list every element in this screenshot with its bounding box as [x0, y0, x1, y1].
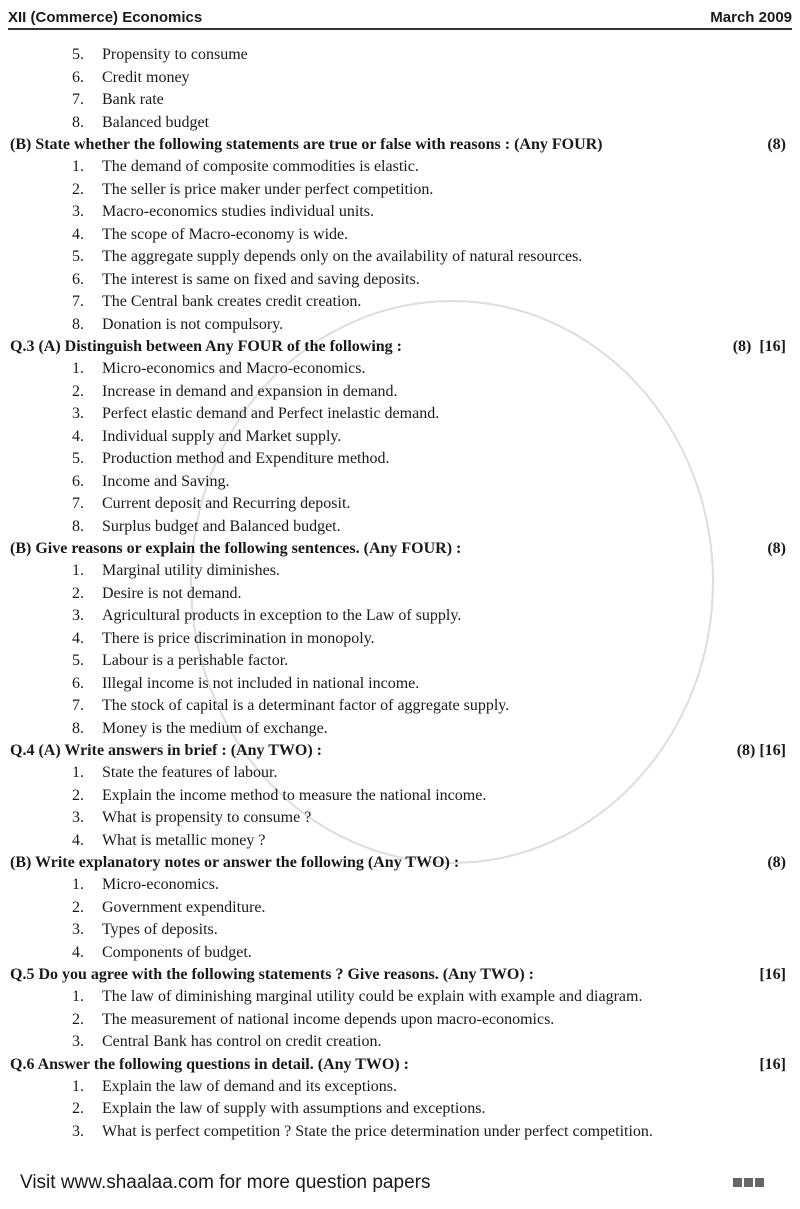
item-number: 7.: [72, 697, 84, 714]
list-item: [0, 1009, 800, 1032]
item-number: 5.: [72, 248, 84, 265]
item-text: The stock of capital is a determinant factor of aggregate supply.: [102, 697, 510, 714]
item-number: 2.: [72, 786, 84, 804]
item-text: Money is the medium of exchange.: [102, 719, 328, 737]
list-item: [0, 358, 800, 381]
item-text: The law of diminishing marginal utility could be explain with example and diagram.: [102, 988, 643, 1005]
heading-text: (B) State whether the following statements are true or false with reasons : (Any FOUR): [10, 136, 603, 153]
item-number: 3.: [72, 607, 84, 624]
question-heading: [0, 852, 800, 874]
list-item: [0, 605, 800, 628]
list-item: [0, 830, 800, 853]
item-number: 6.: [72, 68, 84, 86]
list-item: [0, 650, 800, 673]
list-item: [0, 291, 800, 314]
item-text: The scope of Macro-economy is wide.: [102, 225, 349, 243]
question-heading: [0, 740, 800, 762]
item-text: Macro-economics studies individual units.: [102, 203, 374, 220]
item-number: 1.: [72, 562, 84, 579]
heading-text: Q.3 (A) Distinguish between Any FOUR of the following :: [10, 338, 403, 355]
footer-blocks-icon: [733, 1178, 764, 1187]
item-number: 2.: [72, 180, 84, 198]
heading-text: Q.6 Answer the following questions in detail. (Any TWO) :: [10, 1055, 410, 1073]
list-item: [0, 471, 800, 494]
marks-label: [16]: [759, 1055, 786, 1073]
list-item: [0, 628, 800, 651]
heading-text: (B) Give reasons or explain the following sentences. (Any FOUR) :: [10, 540, 462, 557]
item-number: 2.: [72, 898, 84, 916]
list-item: [0, 201, 800, 224]
item-number: 1.: [72, 764, 84, 781]
item-text: Micro-economics.: [102, 876, 219, 893]
list-item: [0, 695, 800, 718]
item-text: Credit money: [102, 68, 190, 86]
marks-label: (8): [767, 136, 786, 153]
item-number: 7.: [72, 91, 84, 108]
list-item: [0, 986, 800, 1009]
question-heading: [0, 964, 800, 986]
item-number: 3.: [72, 809, 84, 826]
item-text: Bank rate: [102, 91, 164, 108]
item-number: 6.: [72, 472, 84, 490]
item-number: 1.: [72, 158, 84, 175]
item-number: 7.: [72, 495, 84, 512]
item-text: Desire is not demand.: [102, 584, 242, 602]
item-number: 4.: [72, 831, 84, 849]
item-text: Types of deposits.: [102, 921, 218, 938]
item-text: What is perfect competition ? State the price determination under perfect competition.: [102, 1122, 653, 1140]
list-item: [0, 718, 800, 741]
item-number: 8.: [72, 113, 84, 131]
list-item: [0, 919, 800, 942]
question-section: [0, 1054, 800, 1144]
item-number: 3.: [72, 405, 84, 422]
item-number: 1.: [72, 360, 84, 377]
item-text: Micro-economics and Macro-economics.: [102, 360, 366, 377]
item-text: Balanced budget: [102, 113, 210, 131]
item-number: 6.: [72, 270, 84, 288]
item-text: The Central bank creates credit creation.: [102, 293, 362, 310]
item-text: Explain the income method to measure the national income.: [102, 786, 487, 804]
list-item: [0, 1121, 800, 1144]
item-text: The demand of composite commodities is elastic.: [102, 158, 419, 175]
item-number: 1.: [72, 1077, 84, 1095]
item-text: What is metallic money ?: [102, 831, 266, 849]
item-text: Production method and Expenditure method.: [102, 450, 390, 467]
question-content: [0, 44, 800, 1143]
question-section: [0, 740, 800, 852]
item-text: What is propensity to consume ?: [102, 809, 312, 826]
list-item: [0, 403, 800, 426]
item-number: 4.: [72, 427, 84, 445]
item-text: Explain the law of demand and its exceptions.: [102, 1077, 398, 1095]
item-number: 6.: [72, 674, 84, 692]
item-number: 4.: [72, 629, 84, 647]
question-heading: [0, 336, 800, 358]
question-section: [0, 538, 800, 740]
item-text: Explain the law of supply with assumptions and exceptions.: [102, 1100, 486, 1117]
list-item: [0, 807, 800, 830]
item-number: 4.: [72, 943, 84, 961]
heading-text: Q.5 Do you agree with the following statements ? Give reasons. (Any TWO) :: [10, 966, 534, 983]
item-text: The interest is same on fixed and saving deposits.: [102, 270, 420, 288]
item-text: The seller is price maker under perfect competition.: [102, 180, 434, 198]
item-text: There is price discrimination in monopoly.: [102, 629, 375, 647]
item-number: 2.: [72, 1010, 84, 1028]
item-text: Perfect elastic demand and Perfect inelastic demand.: [102, 405, 440, 422]
paper-title: XII (Commerce) Economics: [8, 9, 203, 26]
item-number: 4.: [72, 225, 84, 243]
list-item: [0, 44, 800, 67]
item-number: 7.: [72, 293, 84, 310]
question-heading: [0, 1054, 800, 1076]
list-item: [0, 224, 800, 247]
item-text: Surplus budget and Balanced budget.: [102, 517, 341, 535]
item-number: 3.: [72, 921, 84, 938]
marks-label: (8): [767, 854, 786, 871]
item-number: 3.: [72, 1033, 84, 1050]
item-text: Individual supply and Market supply.: [102, 427, 342, 445]
list-item: [0, 942, 800, 965]
item-text: Propensity to consume: [102, 46, 248, 63]
item-text: Components of budget.: [102, 943, 252, 961]
item-text: Current deposit and Recurring deposit.: [102, 495, 351, 512]
list-item: [0, 560, 800, 583]
item-number: 2.: [72, 1100, 84, 1117]
marks-label: (8): [767, 540, 786, 557]
item-text: Donation is not compulsory.: [102, 315, 284, 333]
list-item: [0, 246, 800, 269]
exam-date: March 2009: [710, 9, 792, 26]
list-item: [0, 314, 800, 337]
list-item: [0, 785, 800, 808]
item-number: 8.: [72, 315, 84, 333]
item-number: 3.: [72, 203, 84, 220]
item-number: 2.: [72, 382, 84, 400]
question-section: [0, 964, 800, 1054]
item-text: Labour is a perishable factor.: [102, 652, 289, 669]
marks-label: [16]: [759, 966, 786, 983]
heading-text: Q.4 (A) Write answers in brief : (Any TWO) :: [10, 742, 322, 759]
item-text: Increase in demand and expansion in demand.: [102, 382, 398, 400]
question-section: [0, 44, 800, 134]
item-number: 1.: [72, 988, 84, 1005]
list-item: [0, 673, 800, 696]
question-section: [0, 336, 800, 538]
list-item: [0, 179, 800, 202]
list-item: [0, 1076, 800, 1099]
list-item: [0, 583, 800, 606]
list-item: [0, 89, 800, 112]
item-text: Central Bank has control on credit creation.: [102, 1033, 382, 1050]
item-number: 3.: [72, 1122, 84, 1140]
item-number: 1.: [72, 876, 84, 893]
list-item: [0, 269, 800, 292]
marks-label: (8) [16]: [736, 742, 786, 759]
item-number: 8.: [72, 517, 84, 535]
item-number: 5.: [72, 450, 84, 467]
item-text: Income and Saving.: [102, 472, 230, 490]
heading-text: (B) Write explanatory notes or answer the following (Any TWO) :: [10, 854, 460, 871]
item-number: 5.: [72, 46, 84, 63]
item-number: 8.: [72, 719, 84, 737]
item-text: Agricultural products in exception to the Law of supply.: [102, 607, 462, 624]
list-item: [0, 1031, 800, 1054]
page-header: [8, 4, 792, 30]
list-item: [0, 67, 800, 90]
question-section: [0, 852, 800, 964]
list-item: [0, 897, 800, 920]
footer-link-text: Visit www.shaalaa.com for more question papers: [20, 1172, 431, 1193]
list-item: [0, 516, 800, 539]
item-text: State the features of labour.: [102, 764, 278, 781]
item-text: Illegal income is not included in national income.: [102, 674, 420, 692]
list-item: [0, 448, 800, 471]
item-text: Marginal utility diminishes.: [102, 562, 280, 579]
list-item: [0, 156, 800, 179]
question-heading: [0, 134, 800, 156]
list-item: [0, 112, 800, 135]
item-number: 5.: [72, 652, 84, 669]
list-item: [0, 1098, 800, 1121]
item-text: The measurement of national income depends upon macro-economics.: [102, 1010, 555, 1028]
list-item: [0, 381, 800, 404]
item-text: The aggregate supply depends only on the availability of natural resources.: [102, 248, 583, 265]
list-item: [0, 874, 800, 897]
list-item: [0, 426, 800, 449]
list-item: [0, 493, 800, 516]
question-heading: [0, 538, 800, 560]
question-section: [0, 134, 800, 336]
item-text: Government expenditure.: [102, 898, 266, 916]
marks-label: (8) [16]: [732, 338, 786, 355]
list-item: [0, 762, 800, 785]
item-number: 2.: [72, 584, 84, 602]
